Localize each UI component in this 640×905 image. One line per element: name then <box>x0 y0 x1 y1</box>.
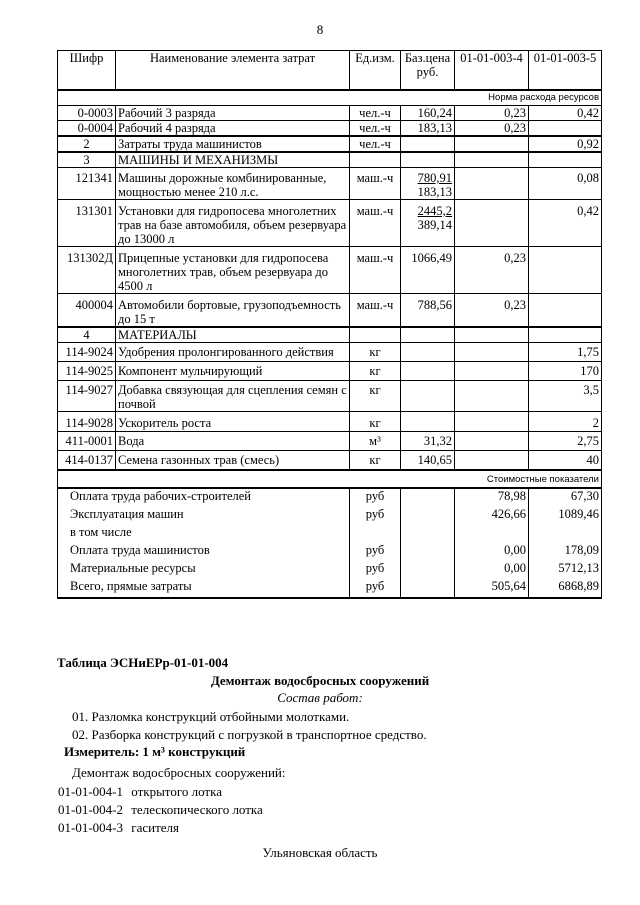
summary-value-5: 1089,46 <box>529 507 602 525</box>
section-title: МАТЕРИАЛЫ <box>116 327 350 343</box>
row-name: Семена газонных трав (смесь) <box>116 451 350 470</box>
row-code: 114-9025 <box>58 362 116 381</box>
row-unit: чел.-ч <box>350 106 401 121</box>
section-row <box>58 327 602 343</box>
row-code: 0-0003 <box>58 106 116 121</box>
row-price <box>401 412 455 432</box>
section-subtitle: Демонтаж водосбросных сооружений <box>210 673 430 688</box>
summary-value-5 <box>529 525 602 543</box>
table-row <box>58 121 602 137</box>
summary-unit: руб <box>350 579 401 598</box>
header-name: Наименование элемента затрат <box>116 51 350 91</box>
row-unit: маш.-ч <box>350 200 401 247</box>
row-value-5: 0,42 <box>529 200 602 247</box>
row-price: 183,13 <box>401 121 455 137</box>
row-unit: м³ <box>350 432 401 451</box>
table-row <box>58 362 602 381</box>
section-row <box>58 152 602 168</box>
summary-row <box>58 488 602 507</box>
row-name: Затраты труда машинистов <box>116 136 350 152</box>
row-code: 114-9028 <box>58 412 116 432</box>
header-col-4: 01-01-003-4 <box>455 51 529 91</box>
variant-label: гасителя <box>131 820 179 835</box>
page-number: 8 <box>316 22 324 37</box>
row-value-5 <box>529 294 602 328</box>
work-item: 02. Разборка конструкций с погрузкой в транспортное средство. <box>72 727 427 742</box>
row-value-4: 0,23 <box>455 247 529 294</box>
row-name: Компонент мульчирующий <box>116 362 350 381</box>
row-code: 121341 <box>58 168 116 200</box>
variant-item <box>58 784 222 800</box>
summary-row <box>58 507 602 525</box>
table-row <box>58 432 602 451</box>
variant-label: телескопического лотка <box>131 802 263 817</box>
summary-value-5: 5712,13 <box>529 561 602 579</box>
row-price <box>401 343 455 362</box>
row-unit: маш.-ч <box>350 168 401 200</box>
table-title: Таблица ЭСНиЕРр-01-01-004 <box>57 655 229 670</box>
section-code: 3 <box>58 152 116 168</box>
table-row <box>58 200 602 247</box>
summary-name: Оплата труда машинистов <box>58 543 350 561</box>
row-value-5: 40 <box>529 451 602 470</box>
summary-row <box>58 543 602 561</box>
summary-value-4: 78,98 <box>455 488 529 507</box>
row-price-wages: 183,13 <box>417 185 452 199</box>
row-code: 114-9027 <box>58 381 116 412</box>
summary-unit: руб <box>350 561 401 579</box>
row-price: 1066,49 <box>401 247 455 294</box>
row-name: Автомобили бортовые, грузоподъемность до 15 т <box>116 294 350 328</box>
summary-value-4: 0,00 <box>455 561 529 579</box>
summary-unit <box>350 525 401 543</box>
row-name: Рабочий 3 разряда <box>116 106 350 121</box>
row-name: Вода <box>116 432 350 451</box>
row-value-4: 0,23 <box>455 121 529 137</box>
row-value-5: 0,92 <box>529 136 602 152</box>
row-code: 2 <box>58 136 116 152</box>
table-row <box>58 294 602 328</box>
work-heading: Состав работ: <box>277 690 363 705</box>
row-value-4 <box>455 451 529 470</box>
row-value-4 <box>455 381 529 412</box>
row-name: Установки для гидропосева многолетних трав на базе автомобиля, объем резервуара до 13000 л <box>116 200 350 247</box>
cost-label: Стоимостные показатели <box>486 473 599 485</box>
variant-item <box>58 802 263 818</box>
row-name: Машины дорожные комбинированные, мощностью менее 210 л.с. <box>116 168 350 200</box>
row-price-total: 2445,2 <box>417 204 452 218</box>
header-col-5: 01-01-003-5 <box>529 51 602 91</box>
row-name: Ускоритель роста <box>116 412 350 432</box>
row-price: 160,24 <box>401 106 455 121</box>
row-value-5: 2,75 <box>529 432 602 451</box>
summary-row <box>58 579 602 598</box>
row-value-5 <box>529 247 602 294</box>
variant-label: открытого лотка <box>131 784 222 799</box>
row-unit: кг <box>350 362 401 381</box>
row-unit: маш.-ч <box>350 247 401 294</box>
header-base-price: Баз.цена руб. <box>401 51 455 91</box>
summary-name: Материальные ресурсы <box>58 561 350 579</box>
variant-code: 01-01-004-3 <box>58 820 123 835</box>
table-header-row <box>58 51 602 91</box>
table-row <box>58 343 602 362</box>
row-value-5 <box>529 121 602 137</box>
row-price: 788,56 <box>401 294 455 328</box>
header-code: Шифр <box>58 51 116 91</box>
variant-code: 01-01-004-2 <box>58 802 123 817</box>
row-unit: кг <box>350 343 401 362</box>
summary-name: Оплата труда рабочих-строителей <box>58 488 350 507</box>
region-footer: Ульяновская область <box>262 845 378 860</box>
norm-label: Норма расхода ресурсов <box>488 92 599 103</box>
row-code: 131302Д <box>58 247 116 294</box>
summary-name: Эксплуатация машин <box>58 507 350 525</box>
row-value-5: 1,75 <box>529 343 602 362</box>
row-unit: кг <box>350 412 401 432</box>
row-code: 400004 <box>58 294 116 328</box>
row-value-4 <box>455 343 529 362</box>
row-price: 140,65 <box>401 451 455 470</box>
row-unit: кг <box>350 451 401 470</box>
row-unit: маш.-ч <box>350 294 401 328</box>
row-price <box>401 381 455 412</box>
row-code: 131301 <box>58 200 116 247</box>
row-code: 0-0004 <box>58 121 116 137</box>
row-value-5: 0,42 <box>529 106 602 121</box>
table-row <box>58 106 602 121</box>
row-value-5: 0,08 <box>529 168 602 200</box>
summary-value-5: 6868,89 <box>529 579 602 598</box>
summary-value-4: 426,66 <box>455 507 529 525</box>
table-row <box>58 247 602 294</box>
row-code: 411-0001 <box>58 432 116 451</box>
summary-row <box>58 561 602 579</box>
summary-value-4: 505,64 <box>455 579 529 598</box>
summary-name: Всего, прямые затраты <box>58 579 350 598</box>
row-name: Рабочий 4 разряда <box>116 121 350 137</box>
table-row <box>58 412 602 432</box>
row-price-total: 780,91 <box>417 171 452 185</box>
row-value-4 <box>455 412 529 432</box>
variant-item <box>58 820 179 836</box>
work-item: 01. Разломка конструкций отбойными молотками. <box>72 709 350 724</box>
row-code: 114-9024 <box>58 343 116 362</box>
row-price <box>401 136 455 152</box>
row-unit: чел.-ч <box>350 136 401 152</box>
summary-value-4: 0,00 <box>455 543 529 561</box>
row-name: Прицепные установки для гидропосева многолетних трав, объем резервуара до 4500 л <box>116 247 350 294</box>
summary-value-5: 178,09 <box>529 543 602 561</box>
row-value-4 <box>455 200 529 247</box>
header-unit: Ед.изм. <box>350 51 401 91</box>
summary-unit: руб <box>350 488 401 507</box>
summary-unit: руб <box>350 507 401 525</box>
summary-row <box>58 525 602 543</box>
row-code: 414-0137 <box>58 451 116 470</box>
row-price: 31,32 <box>401 432 455 451</box>
row-unit: чел.-ч <box>350 121 401 137</box>
measure-unit: Измеритель: 1 м³ конструкций <box>64 744 246 759</box>
row-value-4: 0,23 <box>455 106 529 121</box>
row-value-4: 0,23 <box>455 294 529 328</box>
row-price-wages: 389,14 <box>417 218 452 232</box>
row-value-4 <box>455 432 529 451</box>
table-row <box>58 168 602 200</box>
row-value-5: 170 <box>529 362 602 381</box>
row-value-5: 2 <box>529 412 602 432</box>
section-title: МАШИНЫ И МЕХАНИЗМЫ <box>116 152 350 168</box>
row-value-4 <box>455 168 529 200</box>
table-row <box>58 136 602 152</box>
row-unit: кг <box>350 381 401 412</box>
table-row <box>58 451 602 470</box>
summary-unit: руб <box>350 543 401 561</box>
variant-code: 01-01-004-1 <box>58 784 123 799</box>
table-row <box>58 381 602 412</box>
row-name: Удобрения пролонгированного действия <box>116 343 350 362</box>
resource-table <box>57 50 602 599</box>
summary-value-5: 67,30 <box>529 488 602 507</box>
row-name: Добавка связующая для сцепления семян с почвой <box>116 381 350 412</box>
demolition-label: Демонтаж водосбросных сооружений: <box>72 765 286 780</box>
row-price <box>401 362 455 381</box>
summary-value-4 <box>455 525 529 543</box>
row-value-4 <box>455 136 529 152</box>
row-value-5: 3,5 <box>529 381 602 412</box>
row-value-4 <box>455 362 529 381</box>
summary-name: в том числе <box>58 525 350 543</box>
section-code: 4 <box>58 327 116 343</box>
